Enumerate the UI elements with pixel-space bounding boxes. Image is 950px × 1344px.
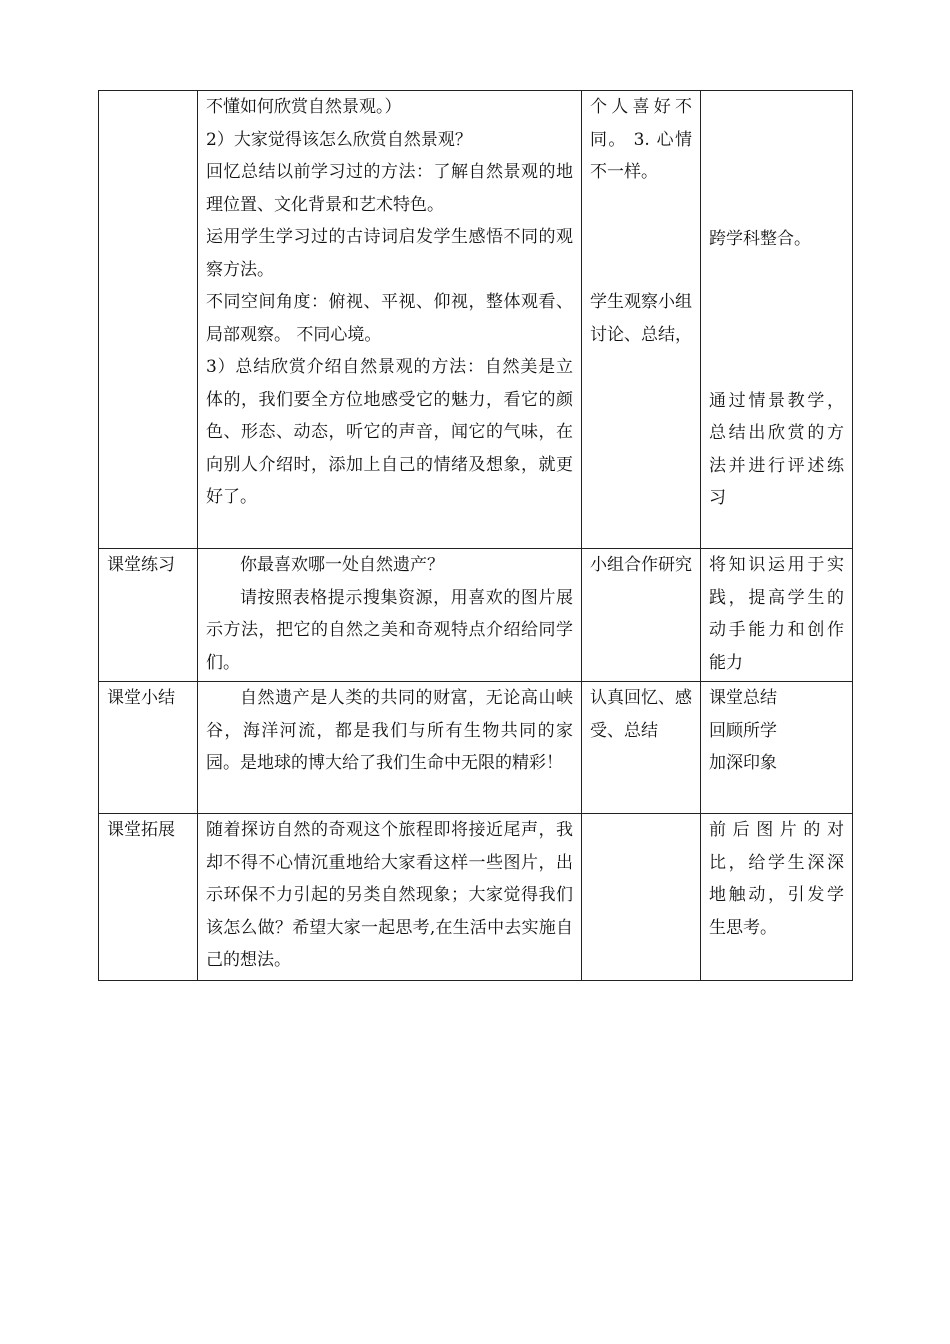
design-intent-text: 加深印象 bbox=[709, 753, 777, 773]
student-activity-text: 个人喜好不同。 3. 心情不一样。 bbox=[590, 97, 692, 182]
table-row-practice bbox=[99, 549, 853, 682]
content-line: 运用学生学习过的古诗词启发学生感悟不同的观察方法。 bbox=[206, 227, 573, 280]
lesson-plan-table bbox=[98, 90, 853, 981]
stage-cell bbox=[99, 814, 198, 981]
content-line: 不懂如何欣赏自然景观。） bbox=[206, 97, 402, 117]
stage-cell bbox=[99, 91, 198, 549]
stage-label: 课堂练习 bbox=[107, 555, 175, 575]
design-intent-text: 课堂总结 bbox=[709, 688, 777, 708]
table-row-summary bbox=[99, 682, 853, 814]
student-activity-cell bbox=[582, 814, 701, 981]
stage-label: 课堂小结 bbox=[107, 688, 175, 708]
student-activity-text: 学生观察小组讨论、总结， bbox=[590, 292, 692, 345]
content-line: 请按照表格提示搜集资源，用喜欢的图片展示方法，把它的自然之美和奇观特点介绍给同学们。 bbox=[206, 587, 573, 673]
stage-cell bbox=[99, 549, 198, 682]
content-line: 3）总结欣赏介绍自然景观的方法：自然美是立体的，我们要全方位地感受它的魅力，看它的颜色、形态、动态，听它的声音，闻它的气味，在向别人介绍时，添加上自己的情绪及想象，就更好了。 bbox=[206, 357, 573, 507]
content-cell bbox=[198, 814, 582, 981]
design-intent-text: 通过情景教学，总结出欣赏的方法并进行评述练习 bbox=[709, 390, 844, 508]
student-activity-text: 认真回忆、感受、总结 bbox=[590, 688, 692, 741]
content-cell bbox=[198, 682, 582, 814]
stage-label: 课堂拓展 bbox=[107, 820, 175, 840]
design-intent-text: 将知识运用于实践，提高学生的动手能力和创作能力 bbox=[709, 555, 844, 673]
content-line: 回忆总结以前学习过的方法：了解自然景观的地理位置、文化背景和艺术特色。 bbox=[206, 162, 573, 215]
content-line: 不同空间角度：俯视、平视、仰视，整体观看、局部观察。 不同心境。 bbox=[206, 292, 573, 345]
design-intent-cell bbox=[701, 91, 853, 549]
content-line: 你最喜欢哪一处自然遗产？ bbox=[240, 555, 444, 575]
student-activity-cell bbox=[582, 549, 701, 682]
content-cell bbox=[198, 549, 582, 682]
content-line: 随着探访自然的奇观这个旅程即将接近尾声，我却不得不心情沉重地给大家看这样一些图片，出示环保不力引起的另类自然现象；大家觉得我们该怎么做？希望大家一起思考,在生活中去实施自己的想法。 bbox=[206, 820, 573, 970]
design-intent-cell bbox=[701, 682, 853, 814]
table-row-method bbox=[99, 91, 853, 549]
design-intent-cell bbox=[701, 814, 853, 981]
design-intent-text: 回顾所学 bbox=[709, 720, 777, 741]
table-row-extension bbox=[99, 814, 853, 981]
stage-cell bbox=[99, 682, 198, 814]
content-line: 自然遗产是人类的共同的财富，无论高山峡谷，海洋河流，都是我们与所有生物共同的家园。是地球的博大给了我们生命中无限的精彩！ bbox=[206, 688, 573, 773]
student-activity-text: 小组合作研究 bbox=[590, 555, 692, 575]
design-intent-text: 跨学科整合。 bbox=[709, 228, 811, 249]
content-cell bbox=[198, 91, 582, 549]
student-activity-cell bbox=[582, 91, 701, 549]
student-activity-cell bbox=[582, 682, 701, 814]
design-intent-text: 前后图片的对比，给学生深深地触动，引发学生思考。 bbox=[709, 820, 844, 938]
content-line: 2）大家觉得该怎么欣赏自然景观？ bbox=[206, 129, 472, 150]
design-intent-cell bbox=[701, 549, 853, 682]
